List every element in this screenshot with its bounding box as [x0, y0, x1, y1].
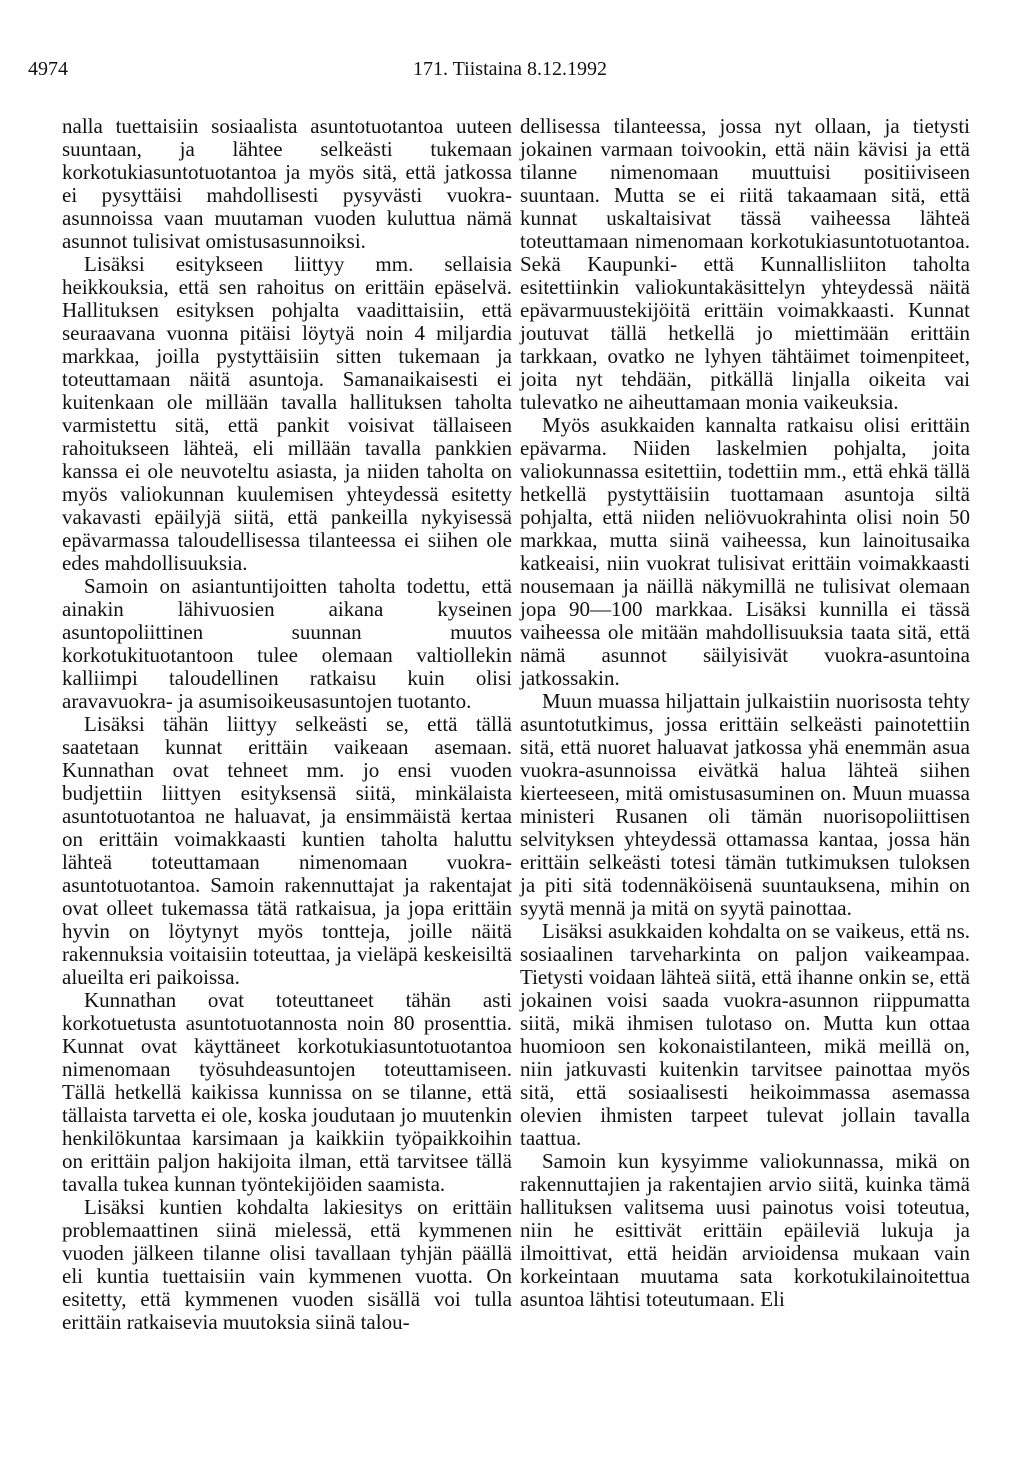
paragraph: Kunnathan ovat toteuttaneet tähän asti korkotuetusta asuntotuotannosta noin 80 prosenttia. Kunnat ovat käyttäneet korkotukiasuntotuotantoa nimenomaan työsuhdeasuntojen toteuttamiseen. Tällä hetkellä kaikissa kunnissa on se tilanne, että tällaista tarvetta ei ole, koska joudutaan jo muutenkin henkilökuntaa karsimaan ja kaikkiin työpaikkoihin on erittäin paljon hakijoita ilman, että tarvitsee tällä tavalla tukea kunnan työntekijöiden saamista.	[62, 988, 512, 1196]
paragraph: Myös asukkaiden kannalta ratkaisu olisi erittäin epävarma. Niiden laskelmien pohjalta, joita valiokunnassa esitettiin, todettiin mm., että ehkä tällä hetkellä pystyttäisiin tuottamaan asuntoja siltä pohjalta, että niiden neliövuokrahinta olisi noin 50 markkaa, mutta siinä vaiheessa, kun lainoitusaika katkeaisi, niin vuokrat tulisivat erittäin voimakkaasti nousemaan ja näillä näkymillä ne tulisivat olemaan jopa 90—100 markkaa. Lisäksi kunnilla ei tässä vaiheessa ole mitään mahdollisuuksia taata sitä, että nämä asunnot säilyisivät vuokra-asuntoina jatkossakin.	[520, 413, 970, 690]
paragraph: Lisäksi tähän liittyy selkeästi se, että tällä saatetaan kunnat erittäin vaikeaan asemaan. Kunnathan ovat tehneet mm. jo ensi vuoden budjettiin liittyen esityksensä siitä, minkälaista asuntotuotantoa ne haluavat, ja ensimmäistä kertaa on erittäin voimakkaasti kuntien taholta haluttu lähteä toteuttamaan nimenomaan vuokra-asuntotuotantoa. Samoin rakennuttajat ja rakentajat ovat olleet tukemassa tätä ratkaisua, ja jopa erittäin hyvin on löytynyt myös tontteja, joille näitä rakennuksia voitaisiin toteuttaa, ja vieläpä keskeisiltä alueilta eri paikoissa.	[62, 712, 512, 989]
page-header	[28, 58, 992, 86]
paragraph: Samoin kun kysyimme valiokunnassa, mikä on rakennuttajien ja rakentajien arvio siitä, kuinka tämä hallituksen valitsema uusi painotus voisi toteutua, niin he esittivät erittäin epäileviä lukuja ja ilmoittivat, että heidän arvioidensa mukaan vain korkeintaan muutama sata korkotukilainoitettua asuntoa lähtisi toteutumaan. Eli	[520, 1149, 970, 1311]
paragraph: Samoin on asiantuntijoitten taholta todettu, että ainakin lähivuosien aikana kyseinen asuntopoliittinen suunnan muutos korkotukituotantoon tulee olemaan valtiollekin kalliimpi taloudellinen ratkaisu kuin olisi aravavuokra- ja asumisoikeusasuntojen tuotanto.	[62, 574, 512, 713]
paragraph: Muun muassa hiljattain julkaistiin nuorisosta tehty asuntotutkimus, jossa erittäin selkeästi painotettiin sitä, että nuoret haluavat jatkossa yhä enemmän asua vuokra-asunnoissa eivätkä halua lähteä siihen kierteeseen, mitä omistusasuminen on. Muun muassa ministeri Rusanen oli tämän nuorisopoliittisen selvityksen yhteydessä ottamassa kantaa, jossa hän erittäin selkeästi totesi tämän tutkimuksen tuloksen ja piti sitä todennäköisenä suuntauksena, mihin on syytä mennä ja mitä on syytä painottaa.	[520, 689, 970, 920]
paragraph: nalla tuettaisiin sosiaalista asuntotuotantoa uuteen suuntaan, ja lähtee selkeästi tukemaan korkotukiasuntotuotantoa ja myös sitä, että jatkossa ei pysyttäisi mahdollisesti pysyvästi vuokra-asunnoissa vaan muutaman vuoden kuluttua nämä asunnot tulisivat omistusasunnoiksi.	[62, 114, 512, 253]
page-number: 4974	[28, 58, 68, 80]
session-title: 171. Tiistaina 8.12.1992	[413, 58, 607, 80]
paragraph: Lisäksi kuntien kohdalta lakiesitys on erittäin problemaattinen siinä mielessä, että kymmenen vuoden jälkeen tilanne olisi tavallaan tyhjän päällä eli kuntia tuettaisiin vain kymmenen vuotta. On esitetty, että kymmenen vuoden sisällä voi tulla erittäin ratkaisevia muutoksia siinä talou-	[62, 1195, 512, 1334]
paragraph: Lisäksi asukkaiden kohdalta on se vaikeus, että ns. sosiaalinen tarveharkinta on paljon vaikeampaa. Tietysti voidaan lähteä siitä, että ihanne onkin se, että jokainen voisi saada vuokra-asunnon riippumatta siitä, mikä ihmisen tulotaso on. Mutta kun ottaa huomioon sen kokonaistilanteen, mikä meillä on, niin jatkuvasti kuitenkin tarvitsee painottaa myös sitä, että sosiaalisesti heikoimmassa asemassa olevien ihmisten tarpeet tulevat jollain tavalla taattua.	[520, 919, 970, 1150]
right-column	[520, 115, 970, 1311]
paragraph: dellisessa tilanteessa, jossa nyt ollaan, ja tietysti jokainen varmaan toivookin, että näin kävisi ja että tilanne nimenomaan muuttuisi positiiviseen suuntaan. Mutta se ei riitä takaamaan sitä, että kunnat uskaltaisivat tässä vaiheessa lähteä toteuttamaan nimenomaan korkotukiasuntotuotantoa. Sekä Kaupunki- että Kunnallisliiton taholta esitettiinkin valiokuntakäsittelyn yhteydessä näitä epävarmuustekijöitä erittäin voimakkaasti. Kunnat joutuvat tällä hetkellä jo miettimään erittäin tarkkaan, ovatko ne lyhyen tähtäimet toimenpiteet, joita nyt tehdään, pitkällä linjalla oikeita vai tulevatko ne aiheuttamaan monia vaikeuksia.	[520, 114, 970, 414]
paragraph: Lisäksi esitykseen liittyy mm. sellaisia heikkouksia, että sen rahoitus on erittäin epäselvä. Hallituksen esityksen pohjalta vaadittaisiin, että seuraavana vuonna pitäisi löytyä noin 4 miljardia markkaa, joilla pystyttäisiin sitten tukemaan ja toteuttamaan näitä asuntoja. Samanaikaisesti ei kuitenkaan ole millään tavalla hallituksen taholta varmistettu sitä, että pankit voisivat tällaiseen rahoitukseen lähteä, eli millään tavalla pankkien kanssa ei ole neuvoteltu asiasta, ja niiden taholta on myös valiokunnan kuulemisen yhteydessä esitetty vakavasti epäilyjä siitä, että pankeilla nykyisessä epävarmassa taloudellisessa tilanteessa ei siihen ole edes mahdollisuuksia.	[62, 252, 512, 575]
left-column	[62, 115, 512, 1334]
